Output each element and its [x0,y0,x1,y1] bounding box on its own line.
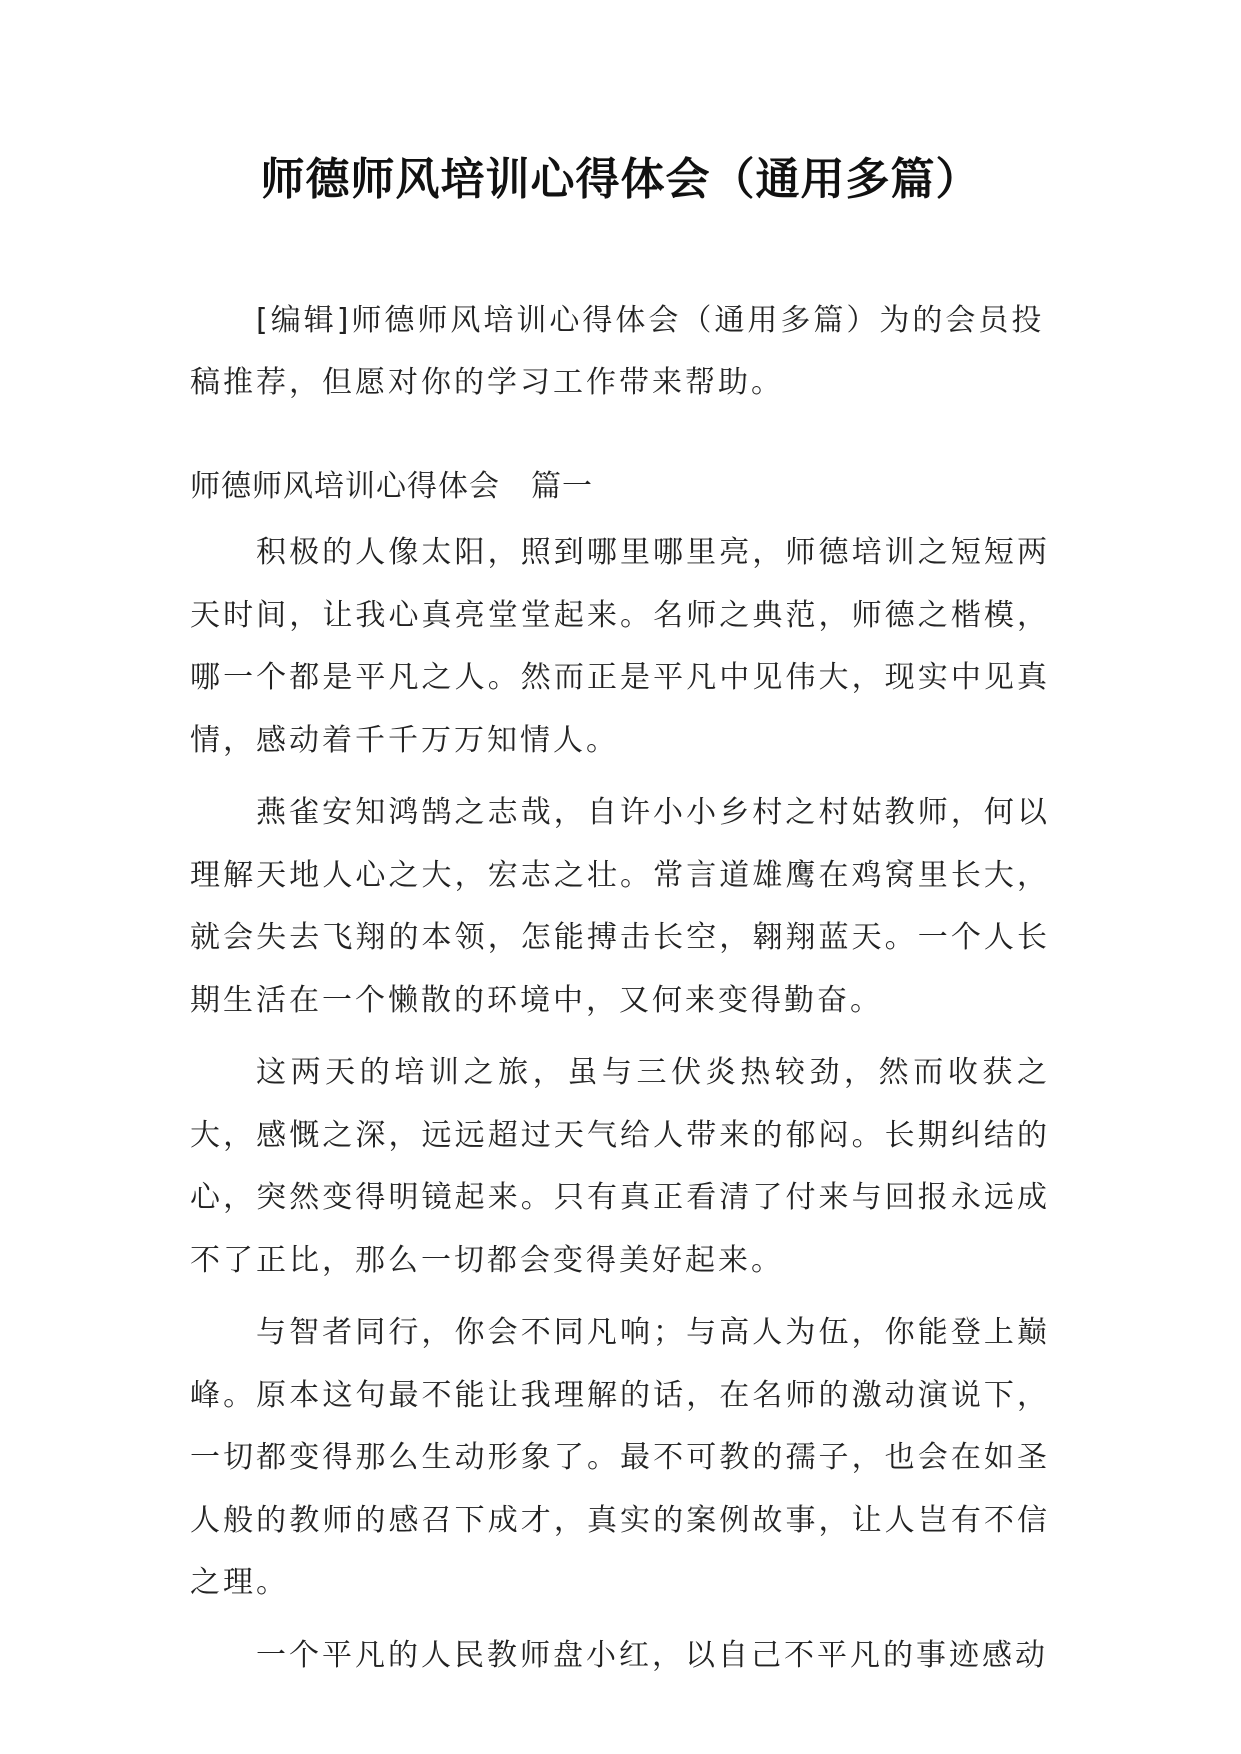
paragraph-4: 与智者同行，你会不同凡响；与高人为伍，你能登上巅峰。原本这句最不能让我理解的话，在名师的激动演说下，一切都变得那么生动形象了。最不可教的孺子，也会在如圣人般的教师的感召下成才，真实的案例故事，让人岂有不信之理。 [190,1315,1050,1600]
intro-paragraph: [编辑]师德师风培训心得体会（通用多篇）为的会员投稿推荐，但愿对你的学习工作带来帮助。 [190,303,1045,400]
document-title: 师德师风培训心得体会（通用多篇） [260,154,981,205]
paragraph-3: 这两天的培训之旅，虽与三伏炎热较劲，然而收获之大，感慨之深，远远超过天气给人带来的郁闷。长期纠结的心，突然变得明镜起来。只有真正看清了付来与回报永远成不了正比，那么一切都会变得美好起来。 [190,1055,1050,1278]
paragraph-1: 积极的人像太阳，照到哪里哪里亮，师德培训之短短两天时间，让我心真亮堂堂起来。名师之典范，师德之楷模，哪一个都是平凡之人。然而正是平凡中见伟大，现实中见真情，感动着千千万万知情人。 [190,535,1050,758]
section-heading: 师德师风培训心得体会 篇一 [190,469,593,504]
paragraph-5: 一个平凡的人民教师盘小红，以自己不平凡的事迹感动 [256,1637,1048,1673]
paragraph-2: 燕雀安知鸿鹄之志哉，自许小小乡村之村姑教师，何以理解天地人心之大，宏志之壮。常言道雄鹰在鸡窝里长大，就会失去飞翔的本领，怎能搏击长空，翱翔蓝天。一个人长期生活在一个懒散的环境中，又何来变得勤奋。 [190,795,1050,1018]
body-paragraphs [190,522,1050,1697]
